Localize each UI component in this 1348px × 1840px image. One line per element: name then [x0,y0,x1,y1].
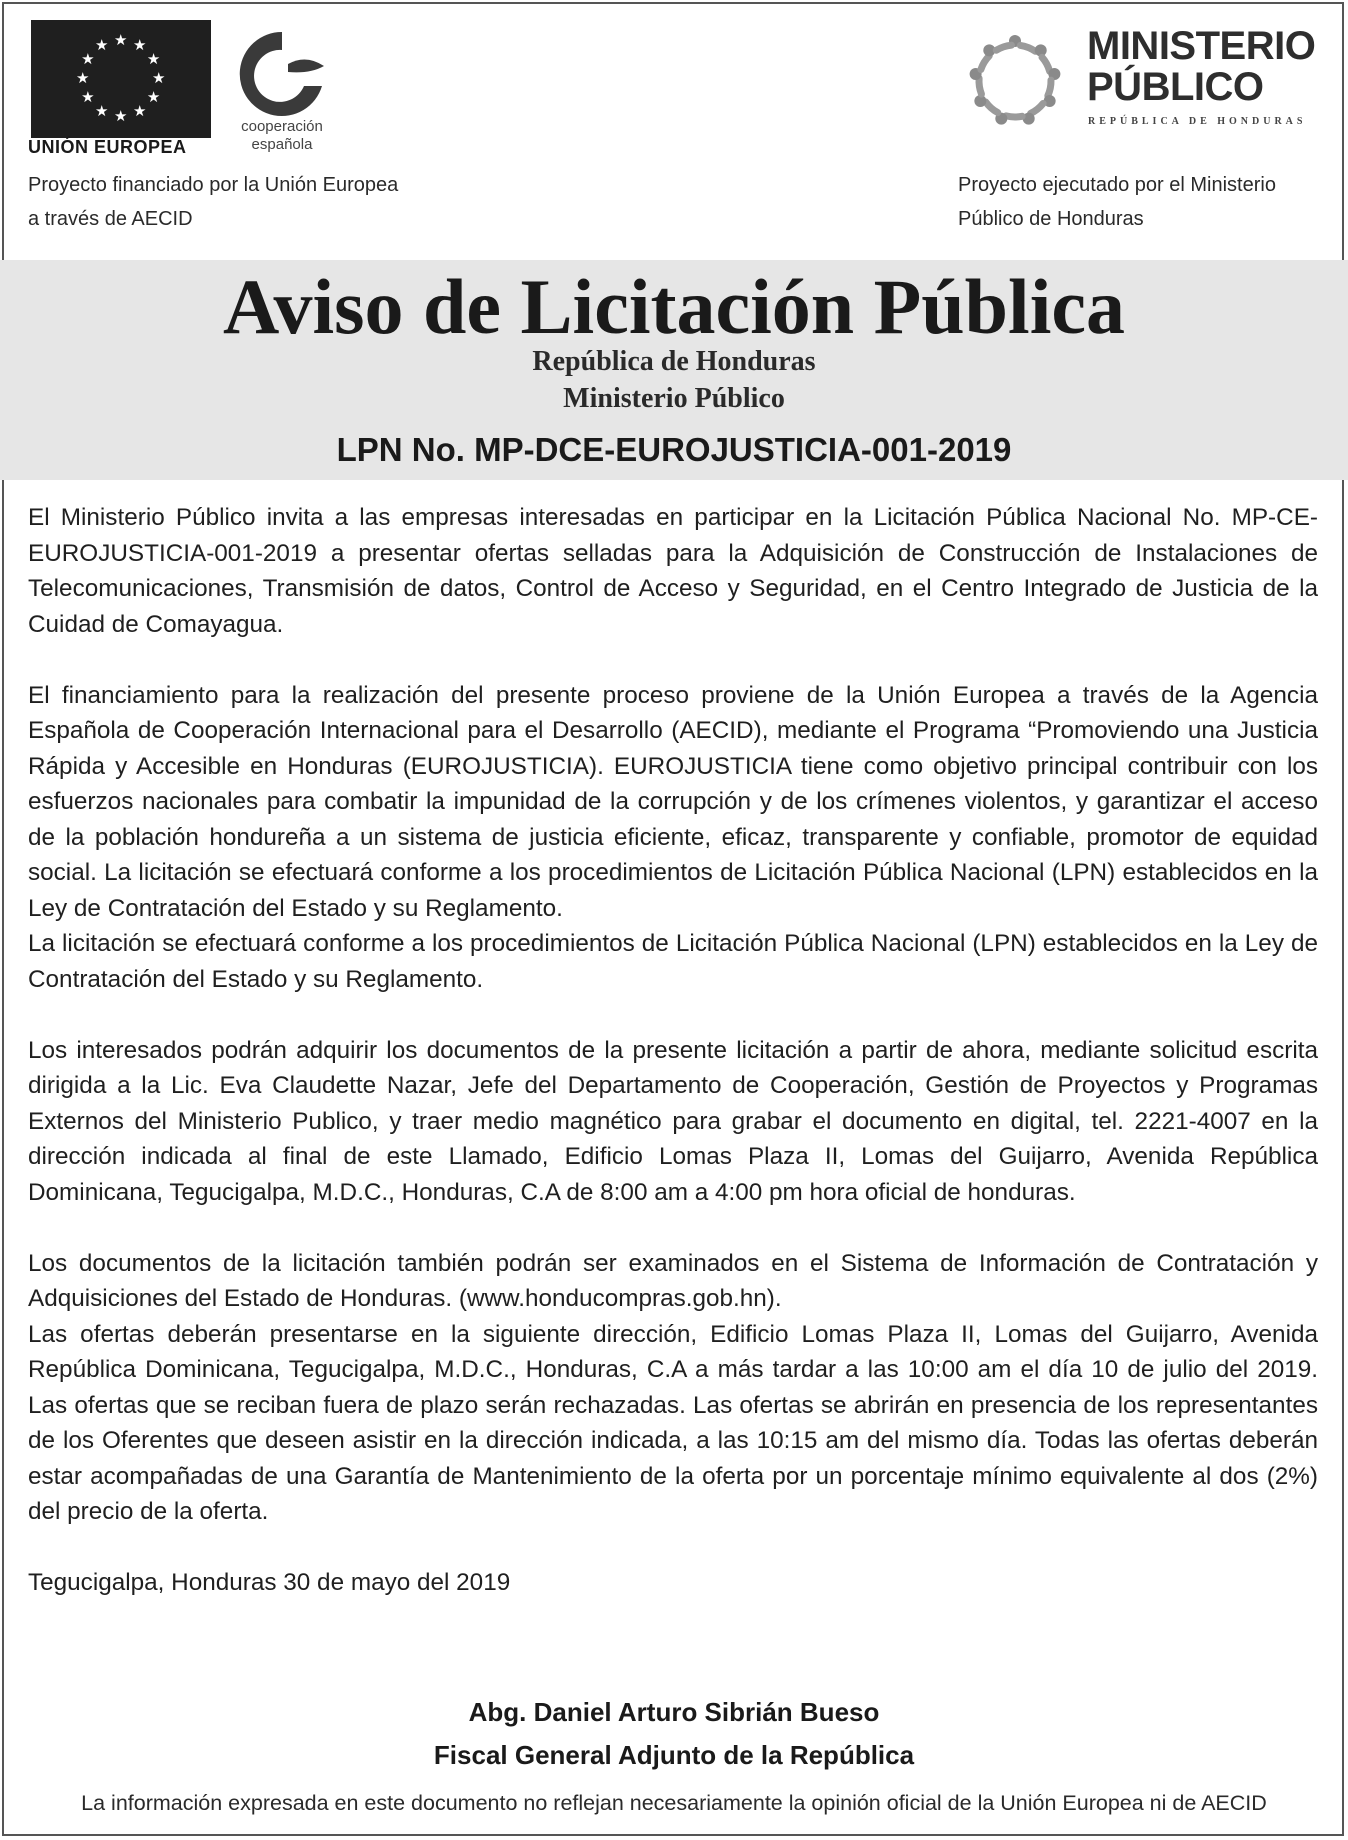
eu-star-icon: ★ [76,69,90,87]
eu-star-icon: ★ [146,50,161,68]
eu-star-icon: ★ [95,36,109,55]
eu-star-icon: ★ [95,101,109,120]
paragraph-procedure: La licitación se efectuará conforme a los procedimientos de Licitación Pública Nacional (LPN) establecidos en la Ley de Contratación del Estado y su Reglamento. [28,930,1318,993]
mp-arm-icon [1031,103,1044,113]
funded-line2: a través de AECID [28,208,193,230]
executed-by-text [958,168,1276,236]
paragraph-financing: El financiamiento para la realización del presente proceso proviene de la Unión Europea a través de la Agencia Española de Cooperación Internacional para el Desarrollo (AECID), mediante el Programa “Promoviendo una Justicia Rápida y Accesible en Honduras (EUROJUSTICIA). EUROJUSTICIA tiene como objetivo principal contribuir con los esfuerzos nacionales para combatir la impunidad de la corrupción y de los crímenes violentos, y garantizar el acceso de la población hondureña a un sistema de justicia eficiente, eficaz, transparente y confiable, promotor de equidad social. La licitación se efectuará conforme a los procedimientos de Licitación Pública Nacional (LPN) establecidos en la Ley de Contratación del Estado y su Reglamento. [28,681,1318,922]
mp-arm-icon [979,78,981,94]
eu-star-icon: ★ [146,88,161,106]
eu-label: UNIÓN EUROPEA [28,137,187,157]
eu-flag-icon [31,20,211,138]
lpn-number: LPN No. MP-DCE-EUROJUSTICIA-001-2019 [336,431,1012,468]
mp-subtitle: REPÚBLICA DE HONDURAS [1088,116,1307,127]
cooperacion-espanola-label [230,118,334,154]
mp-line2: PÚBLICO [1087,65,1264,109]
executed-line2: Público de Honduras [958,208,1144,230]
ministerio-publico-logo-icon [960,26,1070,136]
eu-star-icon: ★ [152,69,166,87]
coop-line2: española [251,136,313,153]
mp-line1: MINISTERIO [1087,24,1316,68]
mp-arm-icon [1048,80,1051,96]
paragraph-offers: Las ofertas deberán presentarse en la siguiente dirección, Edificio Lomas Plaza II, Lomas del Guijarro, Avenida República Dominicana, Tegucigalpa, M.D.C., Honduras, C.A a más tardar a las 10:00 am el día 10 de julio del 2019. Las ofertas que se reciban fuera de plazo serán rechazadas. Las ofertas se abrirán en presencia de los representantes de los Oferentes que deseen asistir en la dirección indicada, a las 10:15 am del mismo día. Todas las ofertas deberán estar acompañadas de una Garantía de Mantenimiento de la oferta por un porcentaje mínimo equivalente al dos (2%) del precio de la oferta. [28,1320,1318,1525]
notice-body [28,500,1318,1601]
eu-star-icon: ★ [81,50,95,68]
funded-by-text [28,168,398,236]
notice-subtitle-country: República de Honduras [532,346,816,377]
paragraph-documents-acquisition: Los interesados podrán adquirir los documentos de la presente licitación a partir de ahora, mediante solicitud escrita dirigida a la Lic. Eva Claudette Nazar, Jefe del Departamento de Cooperación, Gestión de Proyectos y Programas Externos del Ministerio Publico, y traer medio magnético para grabar el documento en digital, tel. 2221-4007 en la dirección indicada al final de este Llamado, Edificio Lomas Plaza II, Lomas del Guijarro, Avenida República Dominicana, Tegucigalpa, M.D.C., Honduras, C.A de 8:00 am a 4:00 pm hora oficial de honduras. [28,1036,1318,1206]
eu-star-icon: ★ [133,101,147,120]
executed-line1: Proyecto ejecutado por el Ministerio [958,174,1276,196]
eu-star-icon: ★ [114,107,128,125]
ministerio-publico-wordmark [1087,26,1315,108]
notice-title: Aviso de Licitación Pública [222,263,1126,350]
signatory-name: Abg. Daniel Arturo Sibrián Bueso [468,1697,880,1727]
disclaimer: La información expresada en este documento no reflejan necesariamente la opinión oficial de la Unión Europea ni de AECID [81,1791,1267,1815]
eu-star-icon: ★ [81,88,95,106]
notice-date: Tegucigalpa, Honduras 30 de mayo del 2019 [28,1569,511,1596]
eu-star-icon: ★ [133,36,147,55]
mp-arm-icon [986,102,998,113]
mp-arm-icon [996,45,1011,50]
mp-arm-icon [1020,45,1035,51]
mp-arm-icon [1042,57,1050,71]
paragraph-documents-examination: Los documentos de la licitación también podrán ser examinados en el Sistema de Información de Contratación y Adquisiciones del Estado de Honduras. (www.honducompras.gob.hn). [28,1249,1318,1312]
notice-subtitle-institution: Ministerio Público [563,383,785,414]
signatory-role: Fiscal General Adjunto de la República [433,1740,915,1770]
eu-star-icon: ★ [114,31,128,49]
funded-line1: Proyecto financiado por la Unión Europea [28,174,399,196]
mp-arm-icon [1006,116,1022,117]
paragraph-invitation: El Ministerio Público invita a las empresas interesadas en participar en la Licitación Pública Nacional No. MP-CE-EUROJUSTICIA-001-2019 a presentar ofertas selladas para la Adquisición de Construcción de Instalaciones de Telecomunicaciones, Transmisión de datos, Control de Acceso y Seguridad, en el Centro Integrado de Justicia de la Cuidad de Comayagua. [28,504,1318,638]
mp-arm-icon [981,56,989,70]
coop-line1: cooperación [241,118,323,135]
